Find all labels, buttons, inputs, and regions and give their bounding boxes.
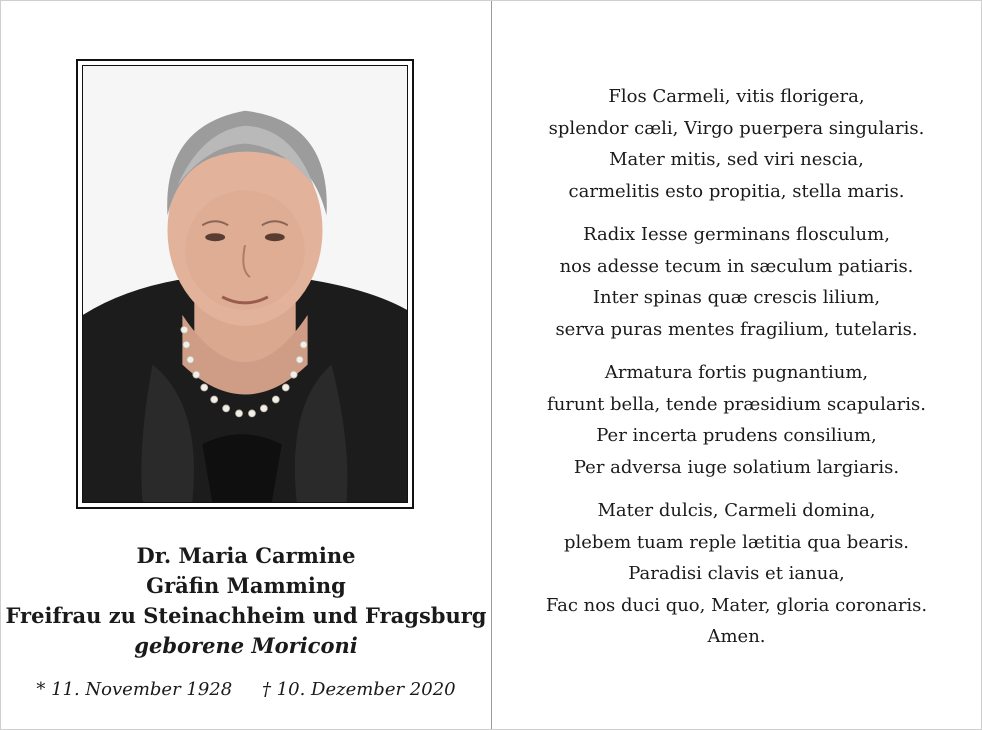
prayer-text [492,81,981,665]
verse-line: Paradisi clavis et ianua, [628,563,845,584]
death-date: † 10. Dezember 2020 [261,679,456,700]
portrait-illustration [83,66,407,502]
verse-line: Mater mitis, sed viri nescia, [609,149,864,170]
stanza [492,219,981,345]
verse-line: Inter spinas quæ crescis lilium, [592,287,881,308]
verse-line: Fac nos duci quo, Mater, gloria coronaris. [545,594,928,616]
stanza [492,357,981,483]
verse-line: plebem tuam reple lætitia qua bearis. [563,531,910,553]
amen-line: Amen. [707,626,766,647]
verse-line: Per adversa iuge solatium largiaris. [573,456,900,478]
verse-line: Flos Carmeli, vitis florigera, [608,86,865,107]
portrait-frame [76,59,414,509]
title-line: Gräfin Mamming [146,573,346,598]
verse-line: furunt bella, tende præsidium scapularis. [547,393,926,415]
verse-line: Mater dulcis, Carmeli domina, [597,500,876,521]
verse-line: Armatura fortis pugnantium, [604,362,869,383]
portrait-photo [82,65,408,503]
verse-line: serva puras mentes fragilium, tutelaris. [555,318,918,340]
birth-date: * 11. November 1928 [36,679,233,700]
deceased-name-block [1,541,491,661]
verse-line: splendor cæli, Virgo puerpera singularis. [548,117,925,139]
right-panel [492,1,981,729]
verse-line: carmelitis esto propitia, stella maris. [568,180,905,202]
verse-line: Per incerta prudens consilium, [596,425,877,446]
life-dates [1,677,491,703]
verse-line: nos adesse tecum in sæculum patiaris. [559,255,914,277]
stanza [492,495,981,653]
title-line: Freifrau zu Steinachheim und Fragsburg [5,603,487,628]
verse-line: Radix Iesse germinans flosculum, [583,224,890,245]
name-line: Dr. Maria Carmine [136,543,356,568]
stanza [492,81,981,207]
birth-name: geborene Moriconi [134,633,358,658]
left-panel [1,1,491,729]
